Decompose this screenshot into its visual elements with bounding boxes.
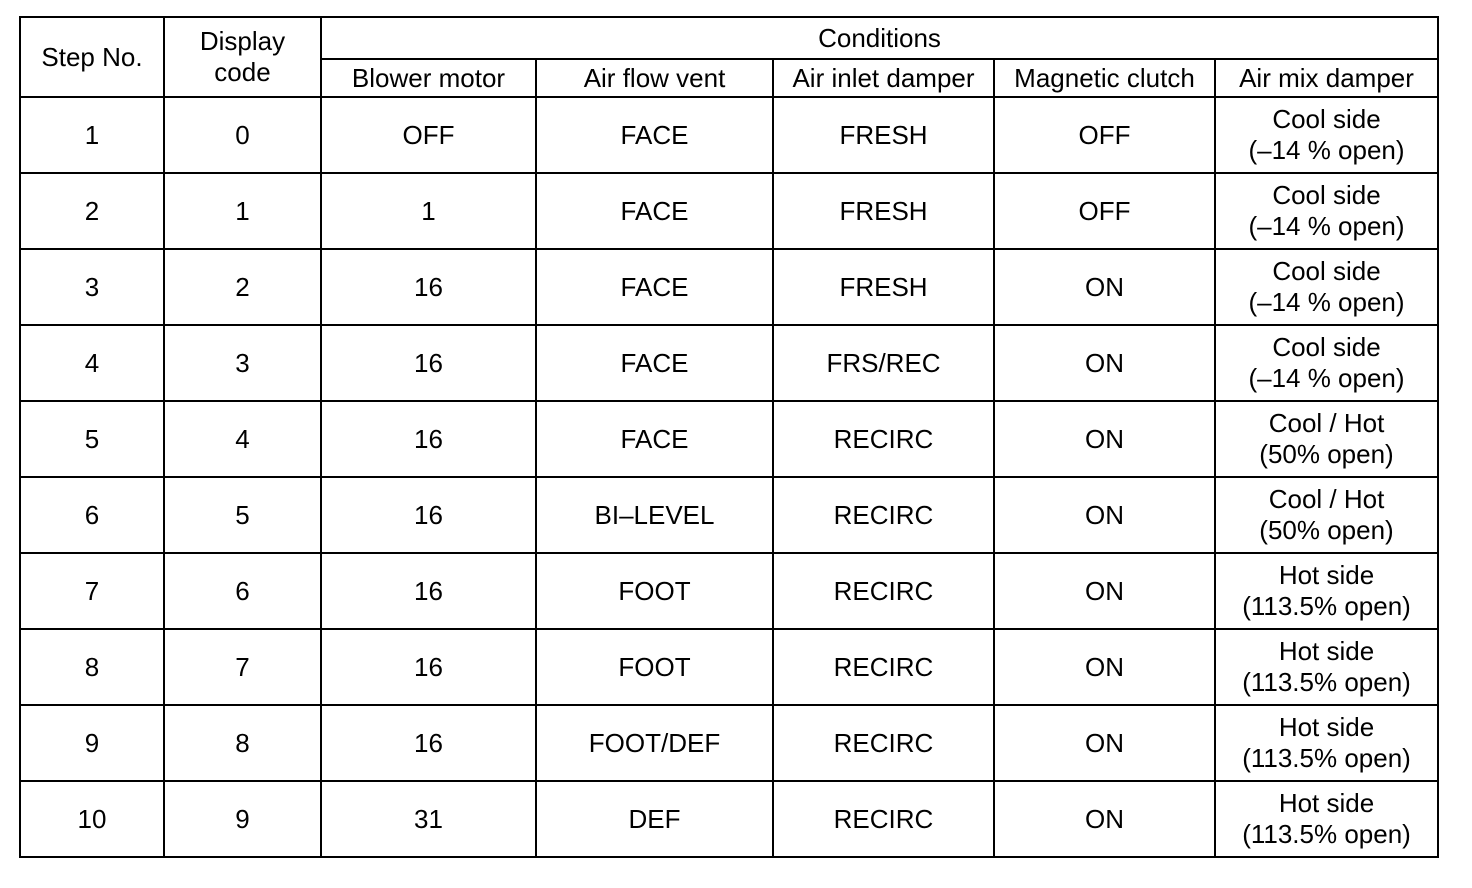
cell-magnetic-clutch: OFF [994, 97, 1215, 173]
cell-step: 9 [20, 705, 164, 781]
cell-air-inlet-damper: RECIRC [773, 781, 994, 857]
air-mix-position: Hot side [1278, 560, 1375, 590]
cell-magnetic-clutch: ON [994, 325, 1215, 401]
cell-step: 2 [20, 173, 164, 249]
cell-air-inlet-damper: FRESH [773, 249, 994, 325]
cell-step: 7 [20, 553, 164, 629]
air-mix-opening: (–14 % open) [1248, 363, 1405, 393]
cell-air-mix-damper [1215, 249, 1438, 325]
cell-air-flow-vent: FACE [536, 325, 773, 401]
air-mix-position: Cool side [1272, 332, 1381, 362]
cell-air-mix-damper [1215, 553, 1438, 629]
table-body [20, 97, 1438, 857]
cell-air-inlet-damper: FRESH [773, 97, 994, 173]
header-conditions: Conditions [321, 17, 1438, 59]
cell-blower-motor: 16 [321, 401, 536, 477]
header-display-code [164, 17, 321, 97]
cell-magnetic-clutch: ON [994, 401, 1215, 477]
cell-step: 10 [20, 781, 164, 857]
header-step-no: Step No. [20, 17, 164, 97]
cell-display-code: 2 [164, 249, 321, 325]
air-mix-opening: (50% open) [1259, 439, 1394, 469]
air-mix-opening: (113.5% open) [1242, 667, 1411, 697]
cell-magnetic-clutch: ON [994, 705, 1215, 781]
cell-air-mix-damper [1215, 325, 1438, 401]
cell-air-mix-damper [1215, 401, 1438, 477]
cell-display-code: 5 [164, 477, 321, 553]
cell-magnetic-clutch: ON [994, 629, 1215, 705]
cell-blower-motor: 1 [321, 173, 536, 249]
cell-display-code: 7 [164, 629, 321, 705]
cell-air-flow-vent: FOOT [536, 553, 773, 629]
cell-air-mix-damper [1215, 173, 1438, 249]
cell-display-code: 0 [164, 97, 321, 173]
cell-blower-motor: 16 [321, 249, 536, 325]
cell-air-mix-damper [1215, 705, 1438, 781]
cell-magnetic-clutch: ON [994, 477, 1215, 553]
air-mix-position: Cool side [1272, 104, 1381, 134]
cell-air-flow-vent: FOOT [536, 629, 773, 705]
cell-magnetic-clutch: ON [994, 553, 1215, 629]
table-row [20, 97, 1438, 173]
cell-display-code: 3 [164, 325, 321, 401]
cell-blower-motor: 16 [321, 477, 536, 553]
cell-blower-motor: OFF [321, 97, 536, 173]
cell-magnetic-clutch: ON [994, 249, 1215, 325]
cell-blower-motor: 31 [321, 781, 536, 857]
cell-step: 6 [20, 477, 164, 553]
air-mix-position: Cool side [1272, 256, 1381, 286]
air-mix-position: Cool / Hot [1268, 408, 1385, 438]
air-mix-opening: (–14 % open) [1248, 287, 1405, 317]
cell-air-mix-damper [1215, 97, 1438, 173]
cell-air-inlet-damper: RECIRC [773, 553, 994, 629]
cell-air-flow-vent: FACE [536, 401, 773, 477]
cell-air-mix-damper [1215, 477, 1438, 553]
diagnosis-table [19, 16, 1439, 858]
cell-air-flow-vent: DEF [536, 781, 773, 857]
cell-blower-motor: 16 [321, 629, 536, 705]
cell-step: 3 [20, 249, 164, 325]
air-mix-position: Hot side [1278, 712, 1375, 742]
cell-step: 8 [20, 629, 164, 705]
cell-air-flow-vent: BI–LEVEL [536, 477, 773, 553]
header-row-top [20, 17, 1438, 59]
cell-magnetic-clutch: ON [994, 781, 1215, 857]
cell-air-mix-damper [1215, 781, 1438, 857]
cell-display-code: 1 [164, 173, 321, 249]
header-display-code-line2: code [214, 57, 271, 87]
cell-air-inlet-damper: FRS/REC [773, 325, 994, 401]
header-air-inlet-damper: Air inlet damper [773, 59, 994, 97]
table-row [20, 705, 1438, 781]
cell-air-mix-damper [1215, 629, 1438, 705]
cell-air-inlet-damper: FRESH [773, 173, 994, 249]
cell-air-flow-vent: FOOT/DEF [536, 705, 773, 781]
cell-blower-motor: 16 [321, 705, 536, 781]
table-row [20, 629, 1438, 705]
cell-air-flow-vent: FACE [536, 97, 773, 173]
header-display-code-line1: Display [199, 26, 286, 56]
air-mix-position: Cool / Hot [1268, 484, 1385, 514]
cell-air-flow-vent: FACE [536, 173, 773, 249]
cell-blower-motor: 16 [321, 553, 536, 629]
cell-blower-motor: 16 [321, 325, 536, 401]
cell-step: 5 [20, 401, 164, 477]
air-mix-opening: (50% open) [1259, 515, 1394, 545]
table-row [20, 553, 1438, 629]
cell-display-code: 4 [164, 401, 321, 477]
air-mix-opening: (113.5% open) [1242, 743, 1411, 773]
table-row [20, 477, 1438, 553]
air-mix-position: Hot side [1278, 788, 1375, 818]
header-magnetic-clutch: Magnetic clutch [994, 59, 1215, 97]
table-row [20, 249, 1438, 325]
cell-air-inlet-damper: RECIRC [773, 629, 994, 705]
air-mix-position: Hot side [1278, 636, 1375, 666]
air-mix-opening: (–14 % open) [1248, 211, 1405, 241]
header-blower-motor: Blower motor [321, 59, 536, 97]
cell-display-code: 6 [164, 553, 321, 629]
header-air-flow-vent: Air flow vent [536, 59, 773, 97]
cell-air-inlet-damper: RECIRC [773, 477, 994, 553]
cell-air-inlet-damper: RECIRC [773, 705, 994, 781]
header-air-mix-damper: Air mix damper [1215, 59, 1438, 97]
table-row [20, 781, 1438, 857]
cell-step: 4 [20, 325, 164, 401]
air-mix-position: Cool side [1272, 180, 1381, 210]
air-mix-opening: (–14 % open) [1248, 135, 1405, 165]
cell-air-inlet-damper: RECIRC [773, 401, 994, 477]
cell-air-flow-vent: FACE [536, 249, 773, 325]
air-mix-opening: (113.5% open) [1242, 591, 1411, 621]
air-mix-opening: (113.5% open) [1242, 819, 1411, 849]
table-row [20, 325, 1438, 401]
cell-display-code: 9 [164, 781, 321, 857]
table-row [20, 401, 1438, 477]
cell-magnetic-clutch: OFF [994, 173, 1215, 249]
cell-step: 1 [20, 97, 164, 173]
cell-display-code: 8 [164, 705, 321, 781]
table-row [20, 173, 1438, 249]
